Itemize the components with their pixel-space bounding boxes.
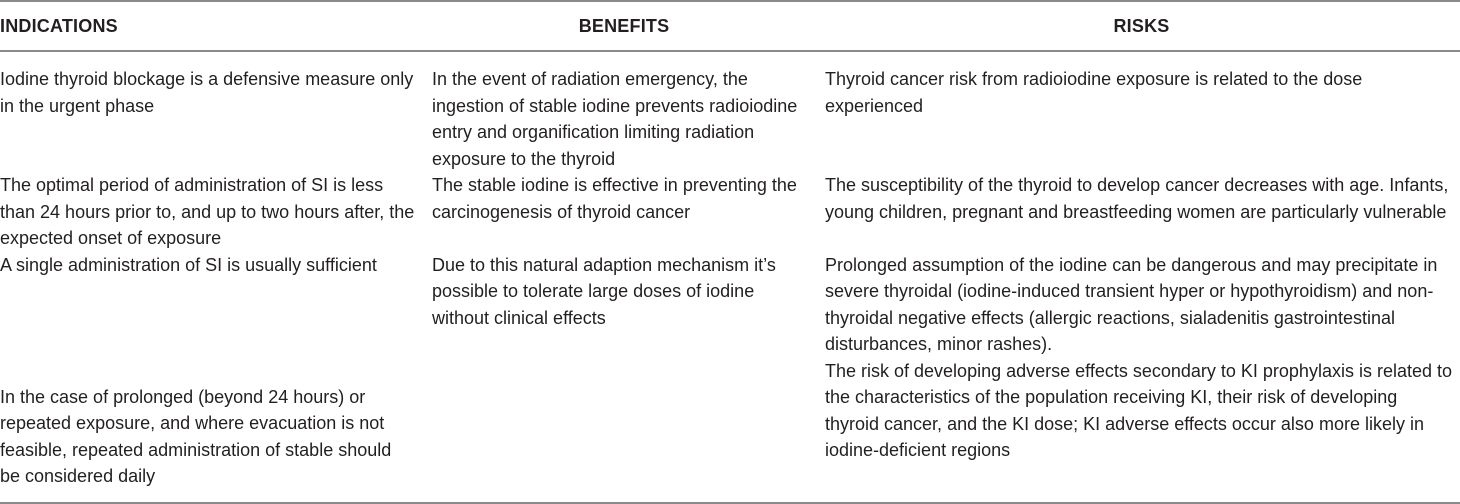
table-row [0,172,1460,252]
risk-cell: Thyroid cancer risk from radioiodine exposure is related to the dose experienced [825,69,1363,116]
benefit-cell: In the event of radiation emergency, the ingestion of stable iodine prevents radioiodine entry and organification limiting radiation exposure to the thyroid [432,69,798,169]
table-header [0,1,1460,51]
risk-cell: The risk of developing adverse effects secondary to KI prophylaxis is related to the characteristics of the population receiving KI, their risk of developing thyroid cancer, and the KI dose; KI adverse effects occur also more likely in iodine-deficient regions [825,360,1453,460]
table-row [0,51,1460,172]
indication-cell: In the case of prolonged (beyond 24 hours) or repeated exposure, and where evacuation is not feasible, repeated administration of stable should be considered daily [0,386,392,486]
header-benefits: BENEFITS [578,15,670,36]
indication-cell: A single administration of SI is usually sufficient [0,254,377,275]
table-body [0,51,1460,503]
header-risks: RISKS [1113,15,1170,36]
table-row [0,252,1460,358]
risk-cell: The susceptibility of the thyroid to develop cancer decreases with age. Infants, young children, pregnant and breastfeeding women are particularly vulnerable [825,175,1449,222]
risk-cell: Prolonged assumption of the iodine can be dangerous and may precipitate in severe thyroidal (iodine-induced transient hyper or hypothyroidism) and non-thyroidal negative effects (allergic reactions, sialadenitis gastrointestinal disturbances, minor rashes). [825,254,1438,354]
benefit-cell: Due to this natural adaption mechanism it’s possible to tolerate large doses of iodine without clinical effects [432,254,776,328]
header-row [0,1,1460,51]
indication-cell: The optimal period of administration of SI is less than 24 hours prior to, and up to two hours after, the expected onset of exposure [0,175,415,248]
benefit-cell [425,358,823,503]
header-indications: INDICATIONS [0,15,118,36]
table-row [0,358,1460,503]
benefit-cell: The stable iodine is effective in preventing the carcinogenesis of thyroid cancer [432,175,797,222]
indication-cell: Iodine thyroid blockage is a defensive measure only in the urgent phase [0,69,414,116]
